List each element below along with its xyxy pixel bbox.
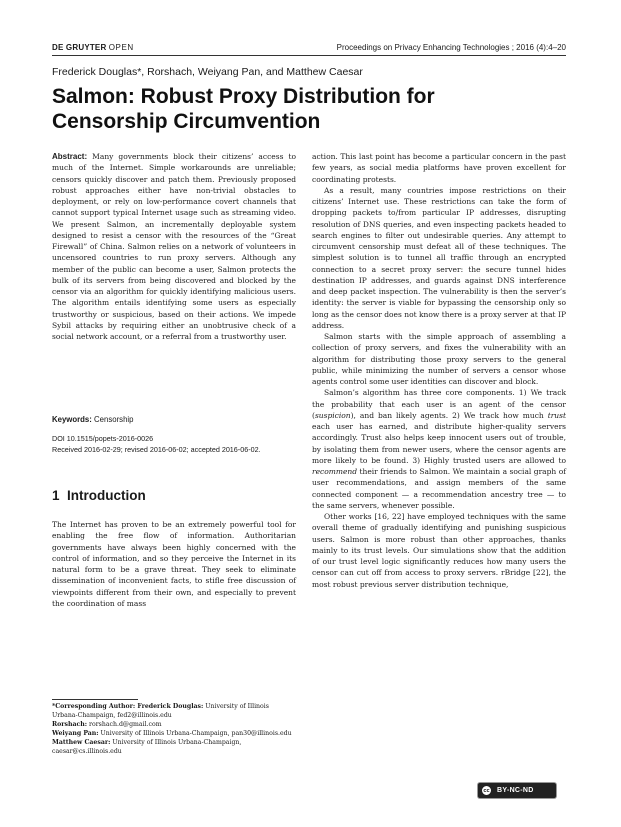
body-paragraph-1: action. This last point has become a particular concern in the past few years, as social media platforms have proven excellent for coordinating protests. (312, 152, 566, 184)
author-list: Frederick Douglas*, Rorshach, Weiyang Pan, and Matthew Caesar (52, 66, 363, 78)
keywords-line (52, 415, 133, 424)
header-rule (52, 55, 566, 56)
keywords-label: Keywords: (52, 415, 92, 424)
abstract-block (52, 151, 296, 342)
p4-recommend: recommend (312, 467, 358, 476)
paper-title (52, 84, 572, 134)
publication-info (52, 433, 261, 455)
footnote-rorshach-text: rorshach.d@gmail.com (87, 720, 162, 728)
footnote-rorshach (52, 721, 296, 730)
body-paragraph-3: Salmon starts with the simple approach of assembling a collection of proxy servers, and fixes the vulnerability with an algorithm for distributing those proxy servers to the general public, while minimizing the number of servers a censor whose agents control some user identities can discover and block. (312, 332, 566, 386)
intro-paragraph: The Internet has proven to be an extremely powerful tool for enabling the free flow of information. Authoritarian governments have always been highly concerned with the control of information, and so they perceive the Internet in its natural form to be a grave threat. They seek to eliminate dissemination of inconvenient facts, to stifle free discussion of viewpoints different from their own, and especially to prevent the coordination of mass (52, 520, 296, 608)
footnote-caesar-text: University of Illinois Urbana-Champaign, caesar@cs.illinois.edu (52, 738, 242, 755)
license-badge[interactable] (478, 783, 556, 798)
section-number: 1 (52, 488, 60, 503)
publisher-light: OPEN (108, 43, 134, 52)
received-line: Received 2016-02-29; revised 2016-06-02; accepted 2016-06-02. (52, 445, 261, 454)
abstract-paragraph (52, 151, 296, 342)
footnote-pan (52, 730, 296, 739)
footnote-corresponding (52, 703, 296, 721)
section-heading (52, 488, 146, 503)
body-paragraph-4 (312, 387, 566, 511)
p4-part-c: each user has earned, and distribute higher-quality servers accordingly. Trust also helps keep innocent users out of trouble, by isolating them from newer users, where the censor agents are more likely to be found. 3) Highly trusted users are allowed to (312, 422, 566, 465)
p4-part-d: their friends to Salmon. We maintain a social graph of user recommendations, and assign members of the same connected component — a recommendation ancestry tree — to the same servers, whenever possible. (312, 467, 566, 510)
footnote-caesar (52, 739, 296, 757)
p4-part-a: Salmon’s algorithm has three core components. 1) We track the probability that each user is an agent of the censor ( (312, 388, 566, 420)
title-line-1: Salmon: Robust Proxy Distribution for (52, 85, 435, 108)
p4-part-b: ), and ban likely agents. 2) We track how much (350, 410, 548, 420)
footnote-pan-text: University of Illinois Urbana-Champaign, pan30@illinois.edu (98, 729, 292, 737)
footnote-rule (52, 699, 138, 700)
body-paragraph-2: As a result, many countries impose restrictions on their citizens’ Internet use. These restrictions can take the form of dropping packets to/from particular IP addresses, disrupting resolution of DNS queries, and even inspecting packets headed to search engines to filter out undesirable queries. Any attempt to circumvent censorship must defeat all of these techniques. The simplest solution is to tunnel all traffic through an encrypted connection to a secret proxy server: the secure tunnel hides destination IP addresses, and guards against DNS interference and deep packet inspection. The vulnerability is then the server’s identity: the server is viable for bypassing the censorship only so long as the censor does not know there is a proxy server at that IP address. (312, 185, 566, 330)
cc-icon: cc (481, 785, 492, 796)
footnote-corresponding-text: University of Illinois Urbana-Champaign, fed2@illinois.edu (52, 703, 269, 719)
title-line-2: Censorship Circumvention (52, 110, 321, 133)
footnote-caesar-label: Matthew Caesar: (52, 738, 111, 746)
p4-trust: trust (547, 410, 566, 420)
journal-citation: Proceedings on Privacy Enhancing Technologies ; 2016 (4):4–20 (336, 43, 566, 52)
section-title: Introduction (67, 488, 146, 503)
running-header (52, 38, 566, 52)
footnote-rorshach-label: Rorshach: (52, 720, 88, 728)
doi-line: DOI 10.1515/popets-2016-0026 (52, 434, 154, 443)
abstract-label: Abstract: (52, 152, 88, 161)
license-text: BY-NC-ND (497, 787, 534, 794)
abstract-text: Many governments block their citizens’ access to much of the Internet. Simple workarounds are unreliable; censors quickly discover and patch them. Previously proposed robust approaches either have non-trivial obstacles to deployment, or rely on low-performance covert channels that cannot support typical Internet usage such as streaming video. We present Salmon, an incrementally deployable system designed to resist a censor with the resources of the “Great Firewall” of China. Salmon relies on a network of volunteers in uncensored countries to run proxy servers. Although any member of the public can become a user, Salmon protects the bulk of its servers from being discovered and blocked by the censor via an algorithm for quickly identifying malicious users. The algorithm entails identifying some users as especially trustworthy or suspicious, based on their actions. We impede Sybil attacks by requiring either an unobtrusive check of a social network account, or a referral from a trustworthy user. (52, 152, 296, 341)
publisher-bold: DE GRUYTER (52, 43, 107, 52)
publisher-name (52, 43, 134, 52)
author-footnotes (52, 703, 296, 756)
body-paragraph-5: Other works [16, 22] have employed techniques with the same overall theme of gradually identifying and punishing suspicious users. Salmon is more robust than other approaches, thanks mainly to its trust levels. Our simulations show that the addition of our trust level logic significantly reduces how many users the censor can cut off from access to proxy servers. rBridge [22], the most robust previous server distribution technique, (312, 512, 566, 589)
p4-suspicion: suspicion (314, 410, 351, 420)
footnote-pan-label: Weiyang Pan: (52, 729, 99, 737)
right-column (312, 151, 566, 590)
keywords-value: Censorship (91, 415, 134, 424)
intro-block (52, 519, 296, 609)
footnote-corresponding-label: *Corresponding Author: Frederick Douglas: (52, 703, 204, 710)
